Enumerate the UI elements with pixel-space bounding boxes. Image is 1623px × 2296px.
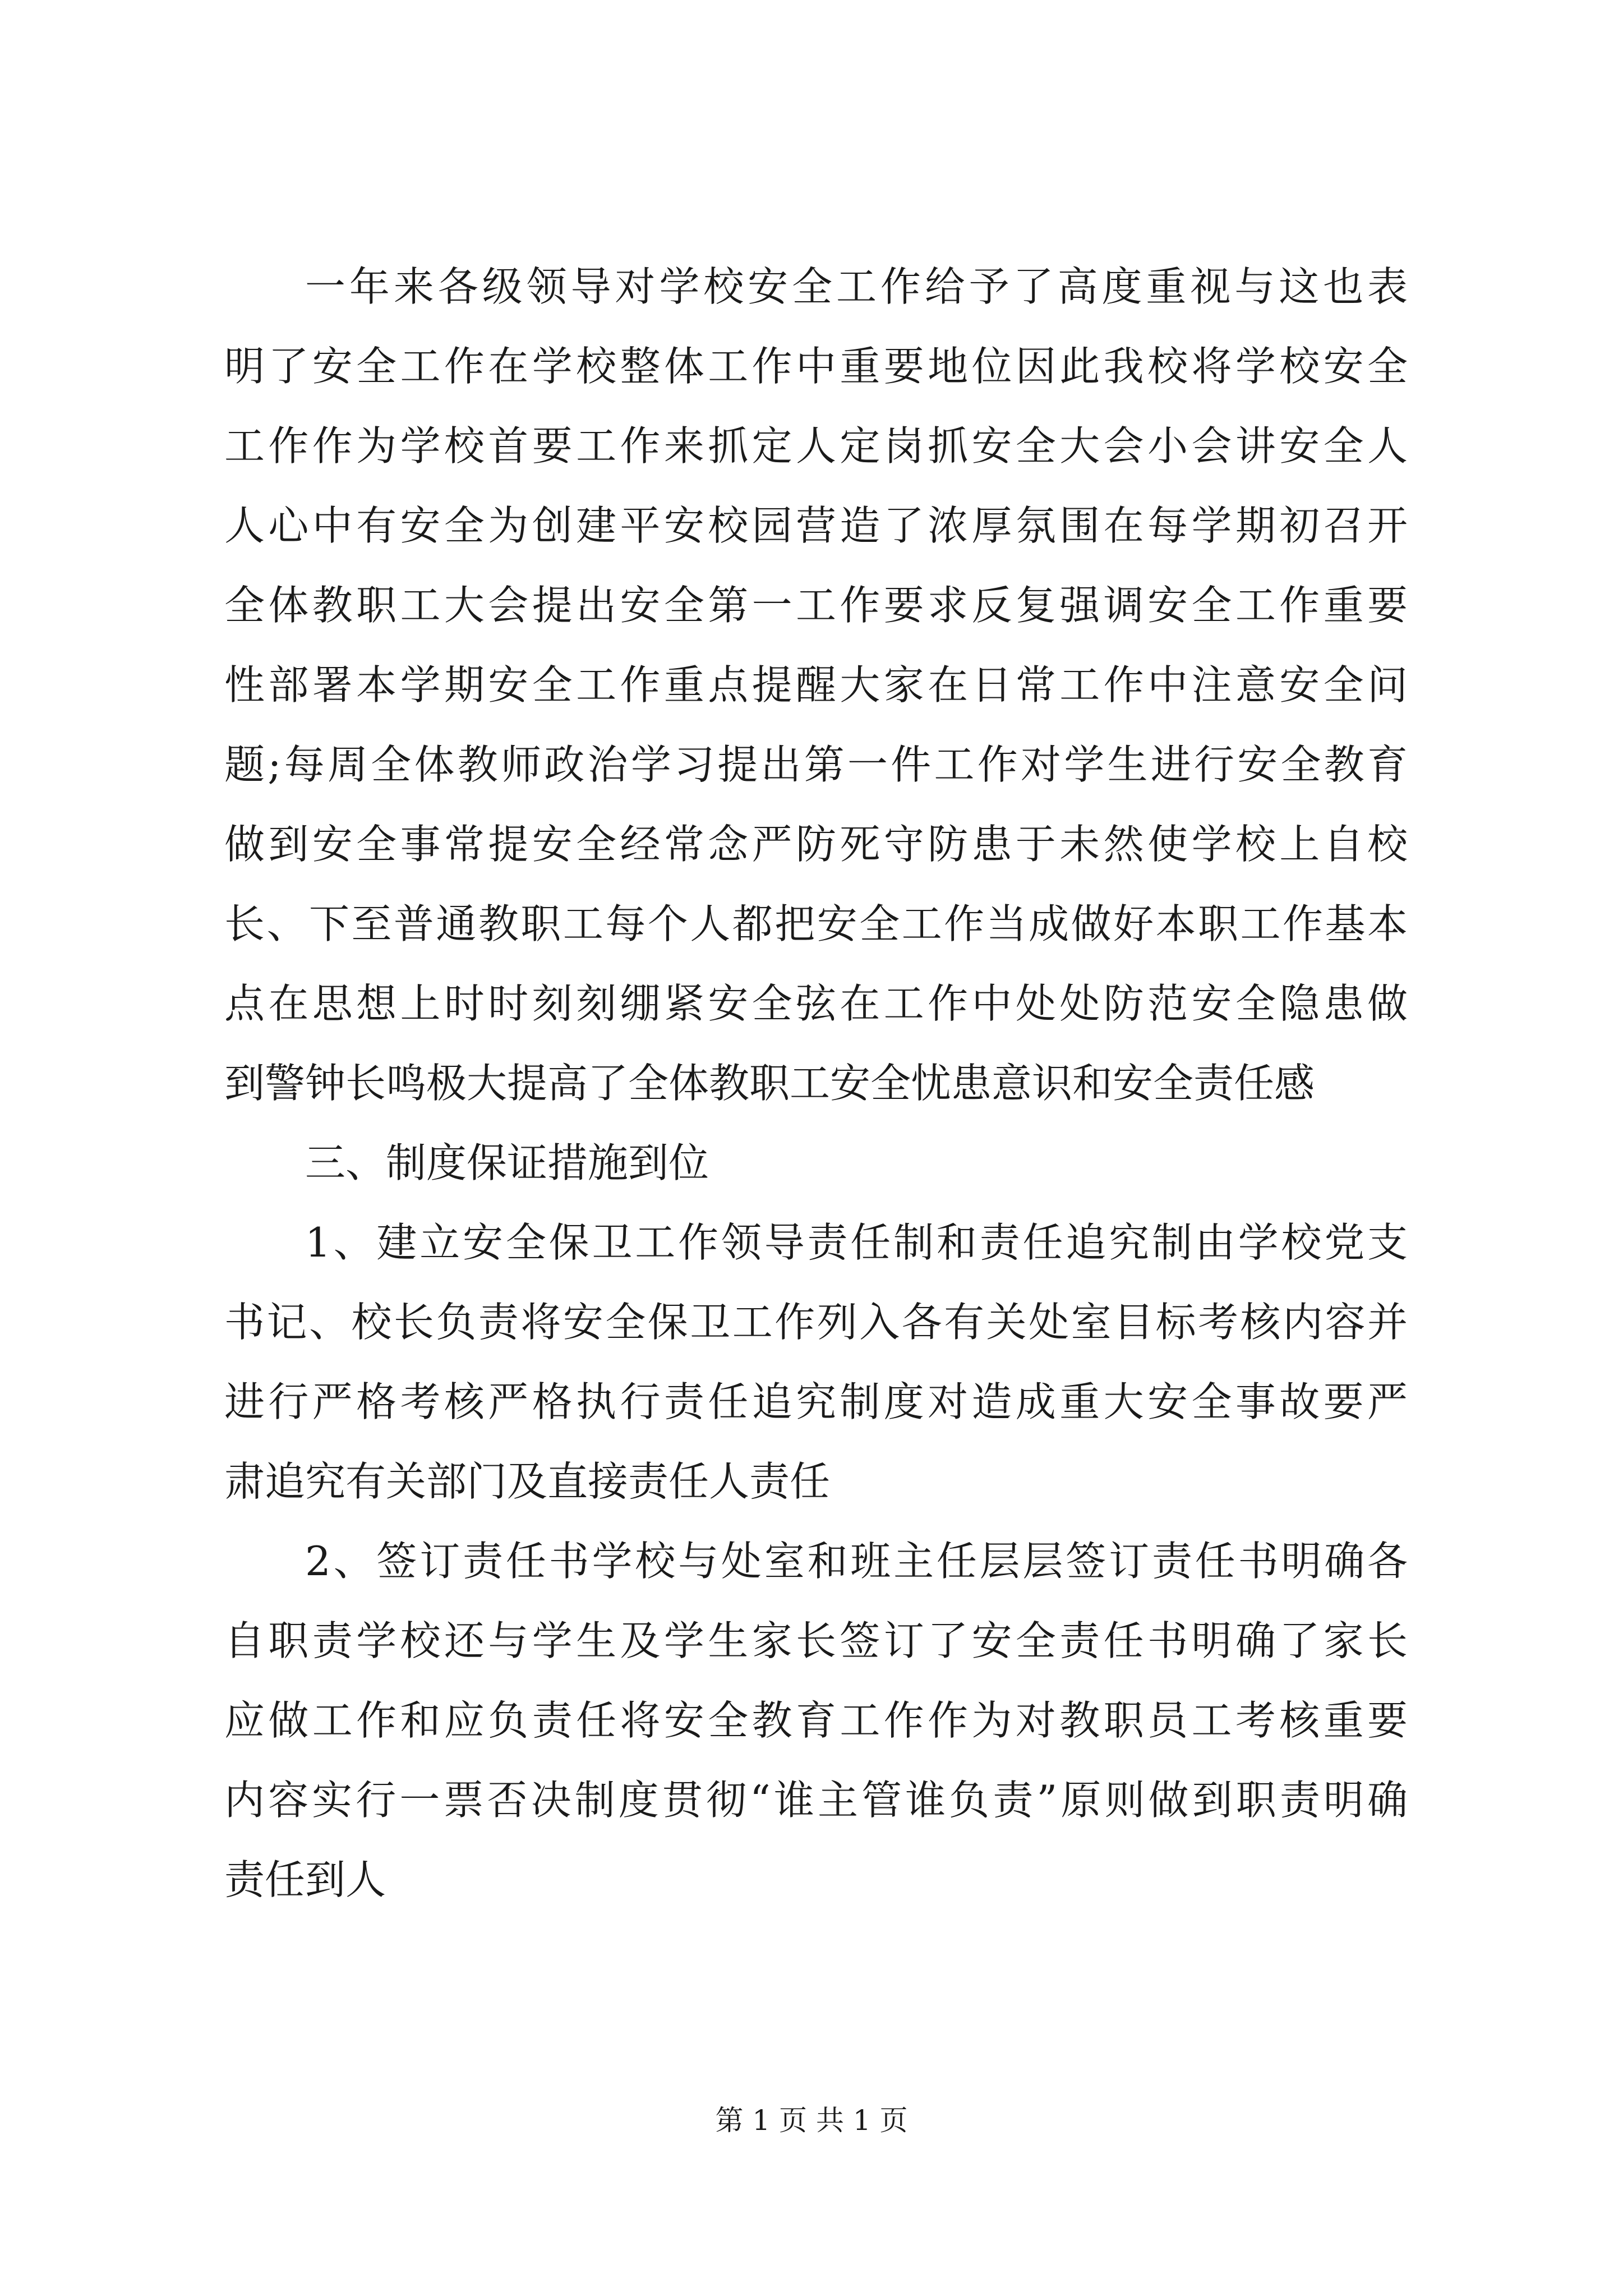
text-line: 题;每周全体教师政治学习提出第一件工作对学生进行安全教育 <box>224 741 1408 788</box>
text-line: 肃追究有关部门及直接责任人责任 <box>224 1458 831 1505</box>
page-footer: 第 1 页 共 1 页 <box>715 2104 908 2137</box>
text-line: 自职责学校还与学生及学生家长签订了安全责任书明确了家长 <box>224 1617 1408 1664</box>
text-line: 人心中有安全为创建平安校园营造了浓厚氛围在每学期初召开 <box>224 502 1408 549</box>
document-body <box>224 247 1408 1920</box>
text-line: 明了安全工作在学校整体工作中重要地位因此我校将学校安全 <box>224 343 1408 390</box>
text-line: 三、制度保证措施到位 <box>305 1139 709 1186</box>
text-line: 2、签订责任书学校与处室和班主任层层签订责任书明确各 <box>305 1538 1408 1585</box>
text-line: 内容实行一票否决制度贯彻“谁主管谁负责”原则做到职责明确 <box>224 1777 1408 1824</box>
text-line: 点在思想上时时刻刻绷紧安全弦在工作中处处防范安全隐患做 <box>224 980 1408 1027</box>
text-line: 1、建立安全保卫工作领导责任制和责任追究制由学校党支 <box>305 1219 1408 1266</box>
text-line: 责任到人 <box>224 1856 386 1903</box>
text-line: 长、下至普通教职工每个人都把安全工作当成做好本职工作基本 <box>224 900 1408 947</box>
text-line: 进行严格考核严格执行责任追究制度对造成重大安全事故要严 <box>224 1378 1408 1425</box>
text-line: 一年来各级领导对学校安全工作给予了高度重视与这也表 <box>305 263 1408 310</box>
text-line: 性部署本学期安全工作重点提醒大家在日常工作中注意安全问 <box>224 661 1408 708</box>
text-line: 全体教职工大会提出安全第一工作要求反复强调安全工作重要 <box>224 582 1408 629</box>
text-line: 到警钟长鸣极大提高了全体教职工安全忧患意识和安全责任感 <box>224 1060 1315 1107</box>
text-line: 书记、校长负责将安全保卫工作列入各有关处室目标考核内容并 <box>224 1299 1408 1346</box>
text-line: 应做工作和应负责任将安全教育工作作为对教职员工考核重要 <box>224 1697 1408 1744</box>
text-line: 做到安全事常提安全经常念严防死守防患于未然使学校上自校 <box>224 821 1408 868</box>
text-line: 工作作为学校首要工作来抓定人定岗抓安全大会小会讲安全人 <box>224 422 1408 470</box>
